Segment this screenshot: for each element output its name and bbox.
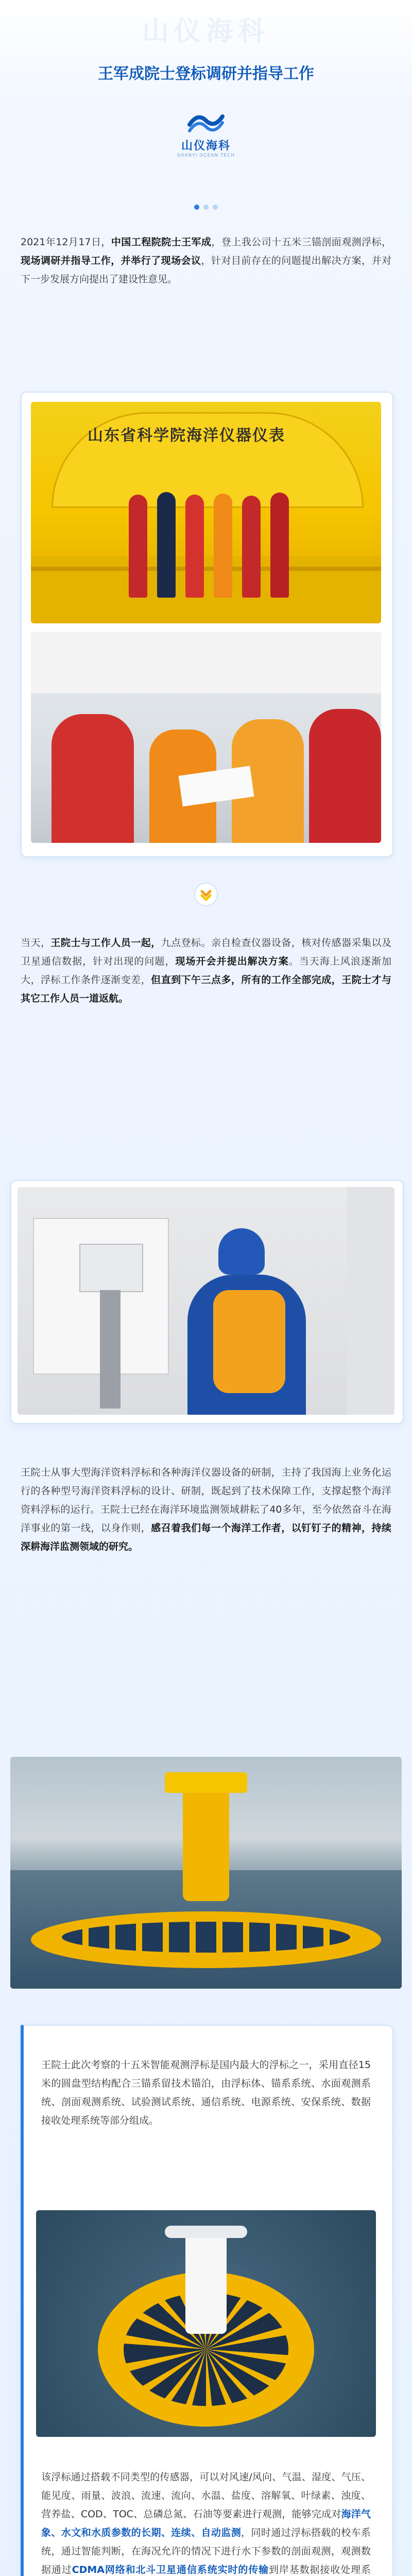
intro-text-b: ，登上我公司十五米三锚剖面观测浮标， [211,236,391,248]
intro-paragraph [21,233,391,289]
s2-bold-f: 但直到下午三点多，所有的工作全部完成，王院士才与其它工作人员一道返航。 [21,974,391,1004]
s4-text-a: 该浮标通过搭载不同类型的传感器，可以对风速/风向、气温、湿度、气压、能见度、雨量、波浪、流速、流向、水温、盐度、溶解氧、叶绿素、浊度、营养盐、COD、TOC、总磷总氮、石油等要素进行观测，能够完成对 [41,2471,371,2520]
buoy-group-photo [31,402,381,623]
s4-highlight-b: 海洋气象、水文和水质参数的长期、连续、自动监测 [41,2509,371,2538]
decor-dots [0,202,412,212]
s4-text-c: ，同时通过浮标搭载的校车系统，通过智能判断，在海况允许的情况下进行水下参数的剖面观测，观测数据通过 [41,2527,371,2575]
intro-academician: 中国工程院院士王军成 [111,236,212,248]
s2-bold-b: 王院士与工作人员一起， [50,937,161,948]
intro-highlight: 现场调研并指导工作，并举行了现场会议 [21,255,201,266]
sea-platform-photo [10,1757,402,1989]
s2-text-e: 。当天海上风浪逐渐加大，浮标工作条件逐渐变差， [21,956,391,986]
buoy-banner-text: 山东省科学院海洋仪器仪表 [88,427,285,445]
section3-paragraph [21,1463,391,1556]
info-card-rule [21,2025,24,2576]
s2-bold-d: 现场开会并提出解决方案 [175,956,289,967]
arrow-down-icon [194,882,218,907]
section4-paragraph-2 [41,2468,371,2576]
intro-text-c: ，针对目前存在的问题提出解决方案，并对下一步发展方向提出了建设性意见。 [21,255,391,285]
company-logo [170,109,242,166]
article-title: 王军成院士登标调研并指导工作 [98,65,314,83]
logo-subtitle: SHANYI OCEAN TECH [177,153,235,158]
logo-name: 山仪海科 [181,140,231,152]
header-watermark: 山仪海科 [142,16,270,47]
s2-text-c: 九点登标。亲自检查仪器设备，核对传感器采集以及卫星通信数据，针对出现的问题， [21,937,391,967]
s4-text-e: 到岸基数据接收处理系 [269,2564,371,2575]
s3-bold-b: 感召着我们每一个海洋工作者，以钉钉子的精神，持续深耕海洋监测领域的研究。 [21,1522,391,1552]
s3-text-a: 王院士从事大型海洋资料浮标和各种海洋仪器设备的研制，主持了我国海上业务化运行的各种型号海洋资料浮标的设计、研制，既起到了技术保障工作，支撑起整个海洋资料浮标的运行。王院士已经在海洋环境监测领域耕耘了40多年，至今依然奋斗在海洋事业的第一线，以身作则， [21,1467,391,1534]
aerial-buoy-photo [36,2210,376,2437]
equipment-inspection-photo [18,1187,394,1415]
s4-highlight-d: CDMA网络和北斗卫星通信系统实时的传输 [72,2564,269,2575]
intro-date: 2021年12月17日， [21,236,111,248]
instrument-check-photo [31,632,381,843]
s2-text-a: 当天， [21,937,51,948]
section2-paragraph [21,934,391,1008]
logo-wave-icon [185,109,227,134]
section4-paragraph-1: 王院士此次考察的十五米智能观测浮标是国内最大的浮标之一，采用直径15米的圆盘型结构配合三锚系留技术锚泊，由浮标体、锚系系统、水面观测系统、剖面观测系统、试验测试系统、通信系统、电源系统、安保系统、数据接收处理系统等部分组成。 [41,2059,371,2126]
